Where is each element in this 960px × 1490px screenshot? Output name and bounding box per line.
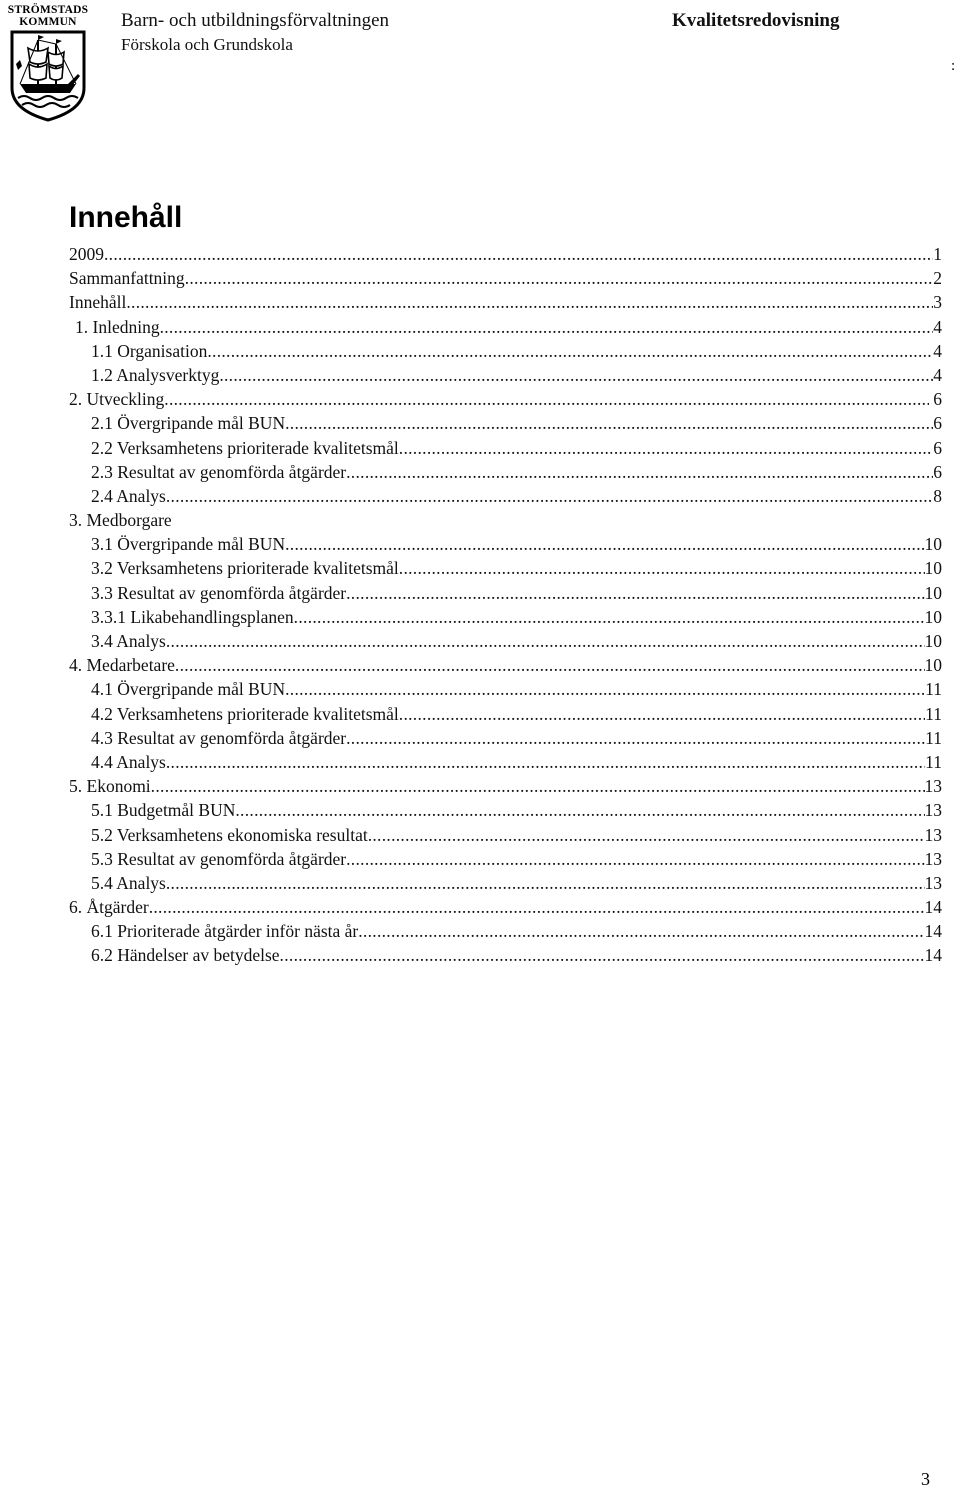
toc-entry[interactable] [69, 702, 942, 726]
toc-entry-page: 4 [933, 364, 942, 385]
toc-leader [160, 315, 934, 339]
toc-entry-label: 2. Utveckling [69, 389, 165, 410]
toc-entry-label: 2.1 Övergripande mål BUN [91, 413, 286, 434]
toc-leader [399, 702, 925, 726]
toc-entry-label: 5.4 Analys [91, 872, 166, 893]
toc-entry-page: 10 [924, 631, 942, 651]
toc-entry[interactable] [69, 581, 942, 605]
toc-entry-label: 3.3.1 Likabehandlingsplanen [91, 606, 294, 627]
logo-text-line1: STRÖMSTADS [7, 4, 89, 16]
toc-leader [166, 871, 925, 895]
toc-entry-page: 6 [928, 389, 942, 410]
toc-entry-page: 14 [924, 921, 942, 942]
toc-heading: Innehåll [69, 201, 183, 234]
toc-entry-label: 3.4 Analys [91, 631, 166, 651]
toc-entry-page: 10 [924, 534, 942, 555]
toc-entry[interactable] [69, 363, 942, 387]
toc-entry-page: 8 [933, 485, 942, 506]
toc-entry-label: 5.1 Budgetmål BUN [91, 800, 236, 821]
toc-leader [285, 532, 924, 556]
toc-entry[interactable] [69, 798, 942, 822]
toc-leader [175, 653, 925, 677]
ship-crest-icon [8, 30, 88, 122]
subdepartment-name: Förskola och Grundskola [121, 35, 293, 54]
toc-leader [166, 484, 933, 508]
toc-entry-page: 14 [924, 897, 942, 918]
toc-entry-label: 3.2 Verksamhetens prioriterade kvalitetsmål [91, 558, 399, 579]
toc-entry[interactable] [69, 847, 942, 871]
toc-entry[interactable] [69, 605, 942, 629]
toc-entry-label: Sammanfattning [69, 268, 185, 289]
toc-leader [185, 266, 934, 290]
toc-entry-page: 11 [925, 703, 942, 724]
toc-entry[interactable] [69, 750, 942, 774]
document-title: Kvalitetsredovisning [672, 10, 840, 31]
toc-entry-page: 11 [925, 727, 942, 748]
toc-entry-page: 3 [933, 292, 942, 313]
toc-entry-label: 2.2 Verksamhetens prioriterade kvalitetsmål [91, 437, 399, 458]
toc-entry[interactable] [69, 774, 942, 798]
toc-entry-page: 14 [924, 945, 942, 966]
toc-entry-label: 2009 [69, 244, 104, 264]
toc-leader [285, 677, 925, 701]
toc-leader [368, 823, 925, 847]
toc-entry[interactable] [69, 823, 942, 847]
toc-entry-label: 2.3 Resultat av genomförda åtgärder [91, 461, 347, 482]
toc-leader [219, 363, 933, 387]
toc-entry-page: 11 [925, 751, 942, 772]
toc-leader [294, 605, 925, 629]
toc-entry-page: 6 [933, 437, 942, 458]
toc-leader [207, 339, 933, 363]
toc-entry-page: 10 [924, 558, 942, 579]
toc-entry-page: 4 [933, 316, 942, 337]
toc-leader [346, 847, 924, 871]
toc-entry[interactable] [69, 266, 942, 290]
toc-entry-page: 13 [924, 872, 942, 893]
toc-entry-page: 13 [924, 776, 942, 797]
table-of-contents [69, 242, 942, 968]
toc-entry-label: 5.3 Resultat av genomförda åtgärder [91, 848, 347, 869]
toc-leader [346, 581, 924, 605]
toc-entry[interactable] [69, 460, 942, 484]
page-number: 3 [921, 1469, 930, 1489]
toc-entry-page: 10 [924, 606, 942, 627]
toc-entry-page: 4 [933, 340, 942, 361]
toc-entry[interactable] [69, 653, 942, 677]
toc-leader [235, 798, 924, 822]
toc-entry-label: 6.2 Händelser av betydelse [91, 945, 280, 966]
logo-text-line2: KOMMUN [19, 16, 77, 28]
toc-entry-page: 11 [925, 679, 942, 700]
toc-entry-page: 6 [933, 413, 942, 434]
toc-entry[interactable] [69, 315, 942, 339]
toc-entry-label: 4.4 Analys [91, 751, 166, 772]
toc-leader [280, 943, 925, 967]
toc-entry[interactable] [69, 532, 942, 556]
toc-entry[interactable] [69, 411, 942, 435]
toc-leader [399, 436, 933, 460]
toc-entry-page: 6 [933, 461, 942, 482]
toc-entry[interactable] [69, 629, 942, 653]
toc-entry-label: 3. Medborgare [69, 510, 172, 531]
toc-entry-label: 4.1 Övergripande mål BUN [91, 679, 286, 700]
toc-leader [346, 726, 925, 750]
toc-entry-label: Innehåll [69, 292, 127, 313]
toc-leader [346, 460, 933, 484]
toc-leader [104, 242, 933, 266]
corner-mark: : [951, 58, 956, 74]
toc-leader [149, 895, 925, 919]
toc-entry-label: 1.2 Analysverktyg [91, 364, 220, 385]
toc-leader [126, 290, 933, 314]
toc-leader [166, 750, 925, 774]
toc-entry-page: 1 [933, 244, 942, 264]
toc-leader [151, 774, 925, 798]
toc-entry[interactable] [69, 677, 942, 701]
toc-entry[interactable] [69, 943, 942, 967]
toc-entry-label: 6.1 Prioriterade åtgärder inför nästa år [91, 921, 359, 942]
toc-entry[interactable] [69, 556, 942, 580]
toc-leader [166, 629, 925, 653]
toc-entry[interactable] [69, 919, 942, 943]
department-name: Barn- och utbildningsförvaltningen [121, 10, 390, 31]
toc-entry[interactable] [69, 508, 942, 532]
toc-entry[interactable] [69, 436, 942, 460]
toc-entry-label: 1. Inledning [75, 316, 160, 337]
toc-entry-label: 2.4 Analys [91, 485, 166, 506]
toc-entry-label: 4. Medarbetare [69, 655, 175, 676]
toc-entry-label: 3.3 Resultat av genomförda åtgärder [91, 582, 347, 603]
toc-entry[interactable] [69, 871, 942, 895]
toc-entry[interactable] [69, 290, 942, 314]
toc-entry-label: 5. Ekonomi [69, 776, 151, 797]
toc-entry-label: 3.1 Övergripande mål BUN [91, 534, 286, 555]
toc-entry[interactable] [69, 484, 942, 508]
toc-entry[interactable] [69, 242, 942, 266]
toc-entry-page: 10 [924, 655, 942, 676]
toc-entry-label: 5.2 Verksamhetens ekonomiska resultat [91, 824, 368, 845]
toc-entry-page: 13 [924, 800, 942, 821]
toc-leader [164, 387, 929, 411]
toc-entry[interactable] [69, 726, 942, 750]
toc-entry[interactable] [69, 387, 942, 411]
toc-leader [358, 919, 924, 943]
toc-entry-label: 1.1 Organisation [91, 340, 208, 361]
toc-entry[interactable] [69, 339, 942, 363]
toc-entry-page: 10 [924, 582, 942, 603]
toc-entry-page: 13 [924, 824, 942, 845]
toc-leader [285, 411, 933, 435]
toc-leader [399, 556, 925, 580]
toc-entry-label: 6. Åtgärder [69, 897, 149, 918]
toc-entry-label: 4.2 Verksamhetens prioriterade kvalitetsmål [91, 703, 399, 724]
toc-entry[interactable] [69, 895, 942, 919]
toc-entry-page: 2 [933, 268, 942, 289]
toc-entry-page: 13 [924, 848, 942, 869]
toc-entry-label: 4.3 Resultat av genomförda åtgärder [91, 727, 347, 748]
municipality-logo [4, 4, 92, 122]
